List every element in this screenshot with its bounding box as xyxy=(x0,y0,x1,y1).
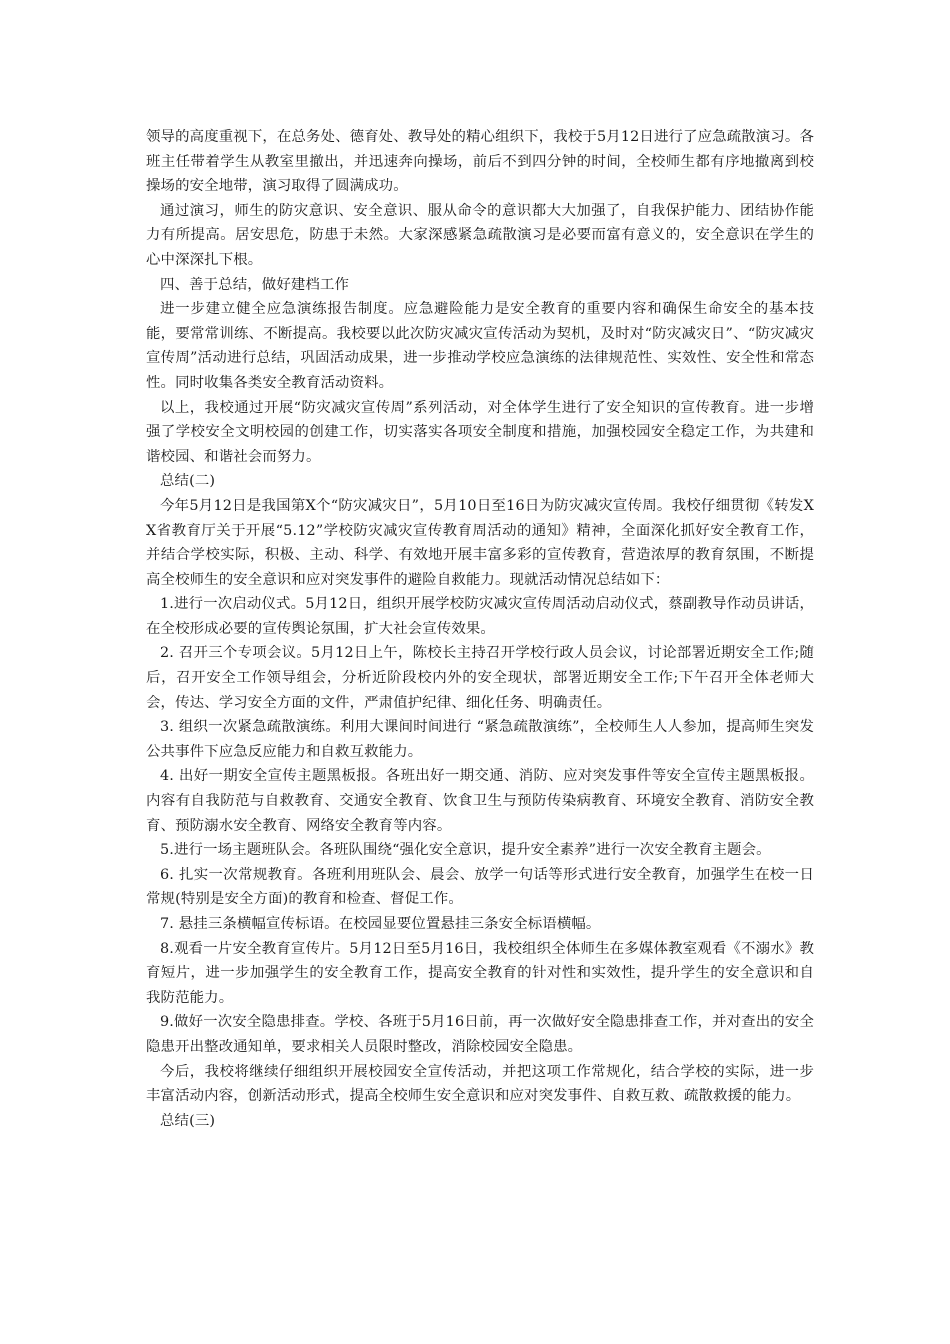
heading-summary-2: 总结(二) xyxy=(160,473,216,490)
list-item-2: 2. 召开三个专项会议。5月12日上午，陈校长主持召开学校行政人员会议，讨论部署近期安全工作;随后，召开安全工作领导组会，分析近阶段校内外的安全现状，部署近期安全工作;下午召开全体老师大会，传达、学习安全方面的文件，严肃值护纪律、细化任务、明确责任。 xyxy=(146,645,814,711)
list-item-7: 7. 悬挂三条横幅宣传标语。在校园显要位置悬挂三条安全标语横幅。 xyxy=(160,916,601,932)
list-item-3: 3. 组织一次紧急疏散演练。利用大课间时间进行 “紧急疏散演练”，全校师生人人参加，提高师生突发公共事件下应急反应能力和自救互救能力。 xyxy=(146,719,814,760)
paragraph-conclusion: 以上，我校通过开展“防灾减灾宣传周”系列活动，对全体学生进行了安全知识的宣传教育。进一步增强了学校安全文明校园的创建工作，切实落实各项安全制度和措施，加强校园安全稳定工作，为共建和谐校园、和谐社会而努力。 xyxy=(146,399,814,465)
paragraph-drill-result: 通过演习，师生的防灾意识、安全意识、服从命令的意识都大大加强了，自我保护能力、团结协作能力有所提高。居安思危，防患于未然。大家深感紧急疏散演习是必要而富有意义的，安全意识在学生的心中深深扎下根。 xyxy=(146,202,814,268)
list-item-4: 4. 出好一期安全宣传主题黑板报。各班出好一期交通、消防、应对突发事件等安全宣传主题黑板报。内容有自我防范与自救教育、交通安全教育、饮食卫生与预防传染病教育、环境安全教育、消防安全教育、预防溺水安全教育、网络安全教育等内容。 xyxy=(146,768,814,834)
paragraph-reporting-system: 进一步建立健全应急演练报告制度。应急避险能力是安全教育的重要内容和确保生命安全的基本技能，要常常训练、不断提高。我校要以此次防灾减灾宣传活动为契机，及时对“防灾减灾日”、“防灾减灾宣传周”活动进行总结，巩固活动成果，进一步推动学校应急演练的法律规范性、实效性、安全性和常态性。同时收集各类安全教育活动资料。 xyxy=(146,301,814,391)
list-item-8: 8.观看一片安全教育宣传片。5月12日至5月16日，我校组织全体师生在多媒体教室观看《不溺水》教育短片，进一步加强学生的安全教育工作，提高安全教育的针对性和实效性，提升学生的安全意识和自我防范能力。 xyxy=(146,940,814,1006)
paragraph-drill-intro: 领导的高度重视下，在总务处、德育处、教导处的精心组织下，我校于5月12日进行了应急疏散演习。各班主任带着学生从教室里撤出，并迅速奔向操场，前后不到四分钟的时间，全校师生都有序地撤离到校操场的安全地带，演习取得了圆满成功。 xyxy=(146,129,814,195)
list-item-9: 9.做好一次安全隐患排查。学校、各班于5月16日前，再一次做好安全隐患排查工作，并对查出的安全隐患开出整改通知单，要求相关人员限时整改，消除校园安全隐患。 xyxy=(146,1014,814,1055)
list-item-6: 6. 扎实一次常规教育。各班利用班队会、晨会、放学一句话等形式进行安全教育，加强学生在校一日常规(特别是安全方面)的教育和检查、督促工作。 xyxy=(146,866,814,908)
list-item-1: 1.进行一次启动仪式。5月12日，组织开展学校防灾减灾宣传周活动启动仪式，蔡副教导作动员讲话，在全校形成必要的宣传舆论氛围，扩大社会宣传效果。 xyxy=(146,596,814,637)
paragraph-future-plan: 今后，我校将继续仔细组织开展校园安全宣传活动，并把这项工作常规化，结合学校的实际，进一步丰富活动内容，创新活动形式，提高全校师生安全意识和应对突发事件、自救互救、疏散救援的能力。 xyxy=(146,1063,814,1105)
section-heading-archiving: 四、善于总结，做好建档工作 xyxy=(160,276,350,293)
document-body xyxy=(146,125,814,1133)
paragraph-summary-2-intro: 今年5月12日是我国第X个“防灾减灾日”，5月10日至16日为防灾减灾宣传周。我校仔细贯彻《转发XX省教育厅关于开展“5.12”学校防灾减灾宣传教育周活动的通知》精神，全面深化抓好安全教育工作，并结合学校实际，积极、主动、科学、有效地开展丰富多彩的宣传教育，营造浓厚的教育氛围，不断提高全校师生的安全意识和应对突发事件的避险自救能力。现就活动情况总结如下： xyxy=(146,497,814,588)
heading-summary-3: 总结(三) xyxy=(160,1112,216,1129)
list-item-5: 5.进行一场主题班队会。各班队围绕“强化安全意识，提升安全素养”进行一次安全教育主题会。 xyxy=(160,842,771,859)
